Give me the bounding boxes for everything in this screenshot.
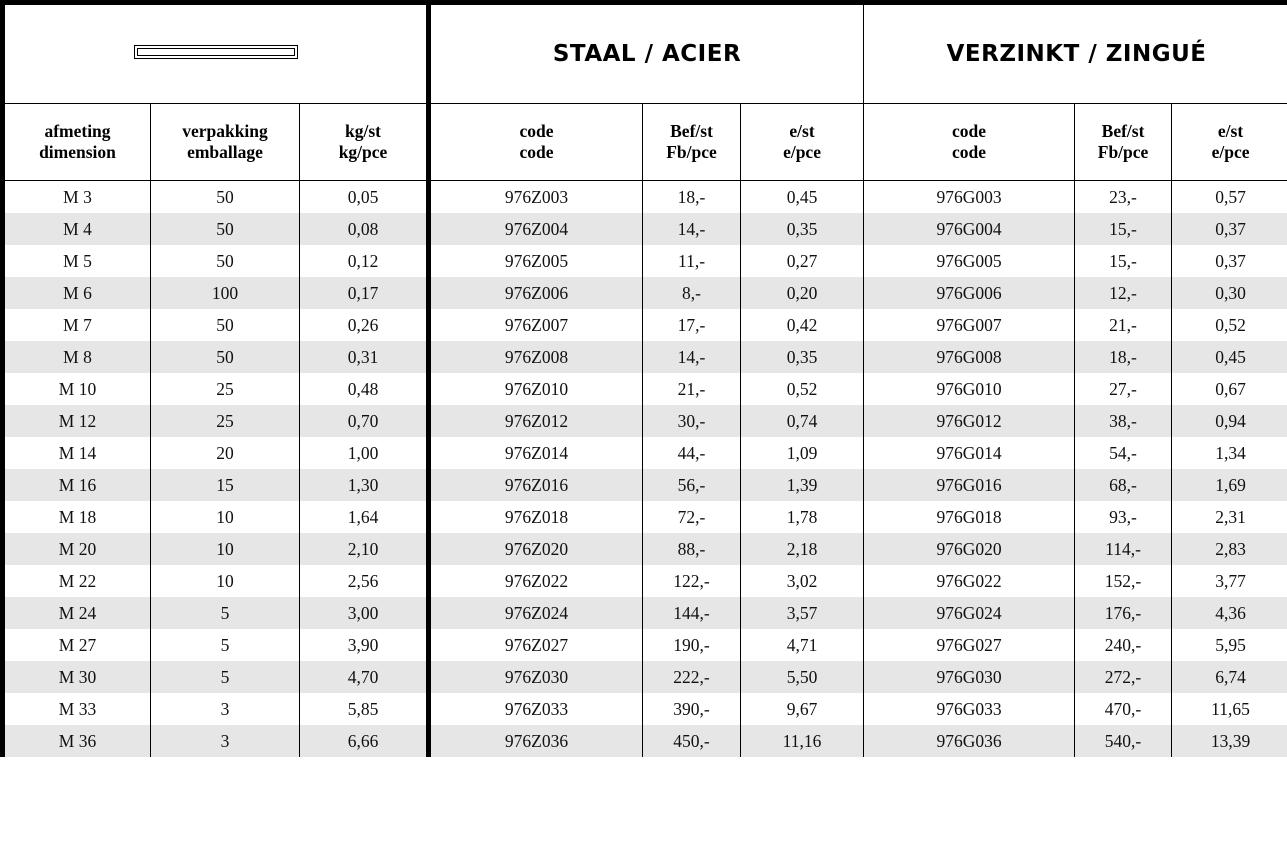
header-weight: [300, 104, 429, 181]
cell-steel-code: 976Z010: [429, 373, 643, 405]
cell-dimension: M 22: [3, 565, 151, 597]
table-row: [3, 181, 1287, 214]
cell-steel-eur: 1,09: [741, 437, 864, 469]
cell-galv-eur: 13,39: [1172, 725, 1287, 757]
cell-dimension: M 6: [3, 277, 151, 309]
header-weight-line: kg/pce: [338, 142, 388, 162]
cell-steel-eur: 11,16: [741, 725, 864, 757]
header-dimension-line: dimension: [39, 142, 116, 162]
cell-packaging: 5: [151, 629, 300, 661]
cell-dimension: M 24: [3, 597, 151, 629]
cell-steel-eur: 0,42: [741, 309, 864, 341]
cell-steel-eur: 0,35: [741, 213, 864, 245]
cell-steel-code: 976Z027: [429, 629, 643, 661]
cell-galv-bef: 12,-: [1075, 277, 1172, 309]
cell-steel-code: 976Z018: [429, 501, 643, 533]
cell-steel-eur: 0,27: [741, 245, 864, 277]
cell-galv-code: 976G005: [864, 245, 1075, 277]
header-steel-bef-line: Fb/pce: [666, 142, 717, 162]
header-steel-eur-line: e/pce: [783, 142, 821, 162]
header-galv-code-line: code: [952, 121, 987, 141]
cell-steel-code: 976Z012: [429, 405, 643, 437]
table-row: [3, 469, 1287, 501]
cell-packaging: 5: [151, 597, 300, 629]
cell-packaging: 50: [151, 181, 300, 214]
table-row: [3, 277, 1287, 309]
cell-packaging: 10: [151, 501, 300, 533]
cell-steel-code: 976Z036: [429, 725, 643, 757]
cell-galv-bef: 23,-: [1075, 181, 1172, 214]
cell-weight: 0,17: [300, 277, 429, 309]
cell-steel-bef: 30,-: [643, 405, 741, 437]
cell-packaging: 50: [151, 213, 300, 245]
header-steel-code: [429, 104, 643, 181]
cell-galv-code: 976G003: [864, 181, 1075, 214]
cell-packaging: 20: [151, 437, 300, 469]
cell-galv-bef: 18,-: [1075, 341, 1172, 373]
cell-packaging: 5: [151, 661, 300, 693]
header-galv-eur-line: e/pce: [1211, 142, 1250, 162]
header-galv-code-line: code: [952, 142, 987, 162]
table-row: [3, 533, 1287, 565]
cell-galv-bef: 272,-: [1075, 661, 1172, 693]
cell-steel-bef: 8,-: [643, 277, 741, 309]
header-galv-code: [864, 104, 1075, 181]
cell-dimension: M 12: [3, 405, 151, 437]
cell-steel-eur: 3,57: [741, 597, 864, 629]
cell-steel-code: 976Z016: [429, 469, 643, 501]
header-packaging-line: emballage: [187, 142, 263, 162]
table-row: [3, 661, 1287, 693]
cell-galv-eur: 1,69: [1172, 469, 1287, 501]
cell-steel-code: 976Z014: [429, 437, 643, 469]
flat-bar-icon: [134, 45, 298, 59]
cell-steel-bef: 72,-: [643, 501, 741, 533]
table-row: [3, 341, 1287, 373]
cell-galv-code: 976G008: [864, 341, 1075, 373]
cell-steel-code: 976Z007: [429, 309, 643, 341]
cell-packaging: 25: [151, 405, 300, 437]
cell-steel-code: 976Z022: [429, 565, 643, 597]
cell-galv-bef: 38,-: [1075, 405, 1172, 437]
header-steel-code-line: code: [519, 142, 554, 162]
cell-galv-code: 976G018: [864, 501, 1075, 533]
cell-galv-eur: 6,74: [1172, 661, 1287, 693]
header-packaging-line: verpakking: [182, 121, 268, 141]
cell-galv-bef: 21,-: [1075, 309, 1172, 341]
cell-steel-eur: 0,74: [741, 405, 864, 437]
cell-steel-code: 976Z030: [429, 661, 643, 693]
cell-galv-code: 976G027: [864, 629, 1075, 661]
cell-galv-bef: 540,-: [1075, 725, 1172, 757]
header-galv-bef: [1075, 104, 1172, 181]
header-weight-line: kg/st: [345, 121, 381, 141]
cell-dimension: M 20: [3, 533, 151, 565]
cell-galv-eur: 0,30: [1172, 277, 1287, 309]
cell-dimension: M 33: [3, 693, 151, 725]
cell-galv-code: 976G020: [864, 533, 1075, 565]
cell-steel-eur: 4,71: [741, 629, 864, 661]
galvanized-group-title: VERZINKT / ZINGUÉ: [864, 3, 1287, 104]
cell-packaging: 50: [151, 245, 300, 277]
cell-steel-bef: 17,-: [643, 309, 741, 341]
cell-weight: 5,85: [300, 693, 429, 725]
cell-weight: 3,00: [300, 597, 429, 629]
table-row: [3, 629, 1287, 661]
cell-dimension: M 18: [3, 501, 151, 533]
table-row: [3, 373, 1287, 405]
cell-dimension: M 16: [3, 469, 151, 501]
cell-weight: 0,31: [300, 341, 429, 373]
cell-galv-code: 976G012: [864, 405, 1075, 437]
cell-galv-bef: 93,-: [1075, 501, 1172, 533]
cell-steel-bef: 11,-: [643, 245, 741, 277]
cell-packaging: 25: [151, 373, 300, 405]
cell-galv-eur: 0,52: [1172, 309, 1287, 341]
cell-galv-bef: 68,-: [1075, 469, 1172, 501]
cell-weight: 1,64: [300, 501, 429, 533]
cell-weight: 0,12: [300, 245, 429, 277]
header-steel-code-line: code: [519, 121, 554, 141]
header-steel-eur-line: e/st: [789, 121, 815, 141]
cell-steel-eur: 2,18: [741, 533, 864, 565]
cell-galv-code: 976G030: [864, 661, 1075, 693]
cell-weight: 0,05: [300, 181, 429, 214]
cell-steel-eur: 0,20: [741, 277, 864, 309]
cell-galv-eur: 0,67: [1172, 373, 1287, 405]
cell-packaging: 10: [151, 533, 300, 565]
cell-steel-code: 976Z008: [429, 341, 643, 373]
cell-steel-code: 976Z006: [429, 277, 643, 309]
cell-dimension: M 4: [3, 213, 151, 245]
cell-dimension: M 14: [3, 437, 151, 469]
header-galv-eur: [1172, 104, 1287, 181]
cell-galv-bef: 176,-: [1075, 597, 1172, 629]
cell-steel-bef: 21,-: [643, 373, 741, 405]
cell-steel-code: 976Z003: [429, 181, 643, 214]
table-body: [3, 181, 1287, 758]
cell-steel-eur: 9,67: [741, 693, 864, 725]
cell-galv-code: 976G006: [864, 277, 1075, 309]
cell-dimension: M 5: [3, 245, 151, 277]
cell-packaging: 100: [151, 277, 300, 309]
header-dimension: [3, 104, 151, 181]
cell-galv-eur: 0,45: [1172, 341, 1287, 373]
column-header-row: [3, 104, 1287, 181]
table-row: [3, 245, 1287, 277]
cell-galv-eur: 2,31: [1172, 501, 1287, 533]
cell-galv-code: 976G022: [864, 565, 1075, 597]
cell-galv-eur: 1,34: [1172, 437, 1287, 469]
cell-steel-eur: 5,50: [741, 661, 864, 693]
cell-galv-code: 976G016: [864, 469, 1075, 501]
cell-weight: 2,56: [300, 565, 429, 597]
cell-galv-code: 976G010: [864, 373, 1075, 405]
cell-steel-code: 976Z004: [429, 213, 643, 245]
cell-galv-code: 976G033: [864, 693, 1075, 725]
cell-packaging: 10: [151, 565, 300, 597]
cell-steel-bef: 190,-: [643, 629, 741, 661]
cell-steel-eur: 0,52: [741, 373, 864, 405]
cell-dimension: M 3: [3, 181, 151, 214]
cell-steel-bef: 14,-: [643, 341, 741, 373]
table-row: [3, 725, 1287, 757]
cell-steel-eur: 3,02: [741, 565, 864, 597]
cell-weight: 0,48: [300, 373, 429, 405]
cell-steel-code: 976Z020: [429, 533, 643, 565]
table-row: [3, 437, 1287, 469]
cell-steel-eur: 0,35: [741, 341, 864, 373]
cell-weight: 2,10: [300, 533, 429, 565]
cell-steel-bef: 390,-: [643, 693, 741, 725]
cell-galv-eur: 4,36: [1172, 597, 1287, 629]
cell-steel-bef: 44,-: [643, 437, 741, 469]
cell-dimension: M 10: [3, 373, 151, 405]
cell-galv-bef: 114,-: [1075, 533, 1172, 565]
table-row: [3, 597, 1287, 629]
cell-weight: 1,30: [300, 469, 429, 501]
header-galv-eur-line: e/st: [1217, 121, 1244, 141]
cell-weight: 0,08: [300, 213, 429, 245]
header-steel-bef-line: Bef/st: [670, 121, 713, 141]
cell-galv-bef: 240,-: [1075, 629, 1172, 661]
table-row: [3, 565, 1287, 597]
cell-dimension: M 30: [3, 661, 151, 693]
cell-galv-eur: 0,37: [1172, 245, 1287, 277]
cell-galv-bef: 15,-: [1075, 245, 1172, 277]
table-row: [3, 309, 1287, 341]
cell-steel-bef: 88,-: [643, 533, 741, 565]
cell-steel-bef: 144,-: [643, 597, 741, 629]
cell-steel-bef: 14,-: [643, 213, 741, 245]
cell-steel-code: 976Z024: [429, 597, 643, 629]
cell-steel-bef: 18,-: [643, 181, 741, 214]
header-steel-eur: [741, 104, 864, 181]
cell-galv-code: 976G036: [864, 725, 1075, 757]
cell-galv-eur: 11,65: [1172, 693, 1287, 725]
cell-dimension: M 27: [3, 629, 151, 661]
cell-weight: 0,26: [300, 309, 429, 341]
cell-packaging: 3: [151, 693, 300, 725]
cell-galv-code: 976G004: [864, 213, 1075, 245]
cell-steel-eur: 0,45: [741, 181, 864, 214]
cell-galv-code: 976G007: [864, 309, 1075, 341]
product-shape-cell: [3, 3, 429, 104]
cell-steel-bef: 450,-: [643, 725, 741, 757]
header-steel-bef: [643, 104, 741, 181]
cell-dimension: M 7: [3, 309, 151, 341]
cell-weight: 1,00: [300, 437, 429, 469]
table-row: [3, 501, 1287, 533]
header-galv-bef-line: Bef/st: [1101, 121, 1145, 141]
cell-packaging: 3: [151, 725, 300, 757]
table-row: [3, 693, 1287, 725]
cell-packaging: 50: [151, 309, 300, 341]
cell-galv-bef: 27,-: [1075, 373, 1172, 405]
cell-weight: 4,70: [300, 661, 429, 693]
cell-packaging: 15: [151, 469, 300, 501]
steel-group-title: STAAL / ACIER: [429, 3, 864, 104]
cell-galv-eur: 5,95: [1172, 629, 1287, 661]
cell-dimension: M 36: [3, 725, 151, 757]
cell-galv-eur: 0,94: [1172, 405, 1287, 437]
cell-galv-eur: 2,83: [1172, 533, 1287, 565]
cell-steel-bef: 122,-: [643, 565, 741, 597]
table-row: [3, 405, 1287, 437]
cell-galv-code: 976G014: [864, 437, 1075, 469]
cell-steel-eur: 1,78: [741, 501, 864, 533]
cell-galv-bef: 15,-: [1075, 213, 1172, 245]
cell-steel-code: 976Z005: [429, 245, 643, 277]
cell-galv-bef: 152,-: [1075, 565, 1172, 597]
cell-weight: 0,70: [300, 405, 429, 437]
cell-dimension: M 8: [3, 341, 151, 373]
cell-galv-eur: 0,37: [1172, 213, 1287, 245]
cell-packaging: 50: [151, 341, 300, 373]
cell-weight: 6,66: [300, 725, 429, 757]
cell-steel-bef: 222,-: [643, 661, 741, 693]
cell-galv-bef: 54,-: [1075, 437, 1172, 469]
cell-galv-eur: 0,57: [1172, 181, 1287, 214]
cell-galv-bef: 470,-: [1075, 693, 1172, 725]
cell-weight: 3,90: [300, 629, 429, 661]
cell-steel-eur: 1,39: [741, 469, 864, 501]
header-dimension-line: afmeting: [44, 121, 111, 141]
cell-steel-code: 976Z033: [429, 693, 643, 725]
cell-steel-bef: 56,-: [643, 469, 741, 501]
cell-galv-eur: 3,77: [1172, 565, 1287, 597]
table-row: [3, 213, 1287, 245]
header-packaging: [151, 104, 300, 181]
header-galv-bef-line: Fb/pce: [1097, 142, 1149, 162]
cell-galv-code: 976G024: [864, 597, 1075, 629]
group-header-row: [3, 3, 1287, 104]
